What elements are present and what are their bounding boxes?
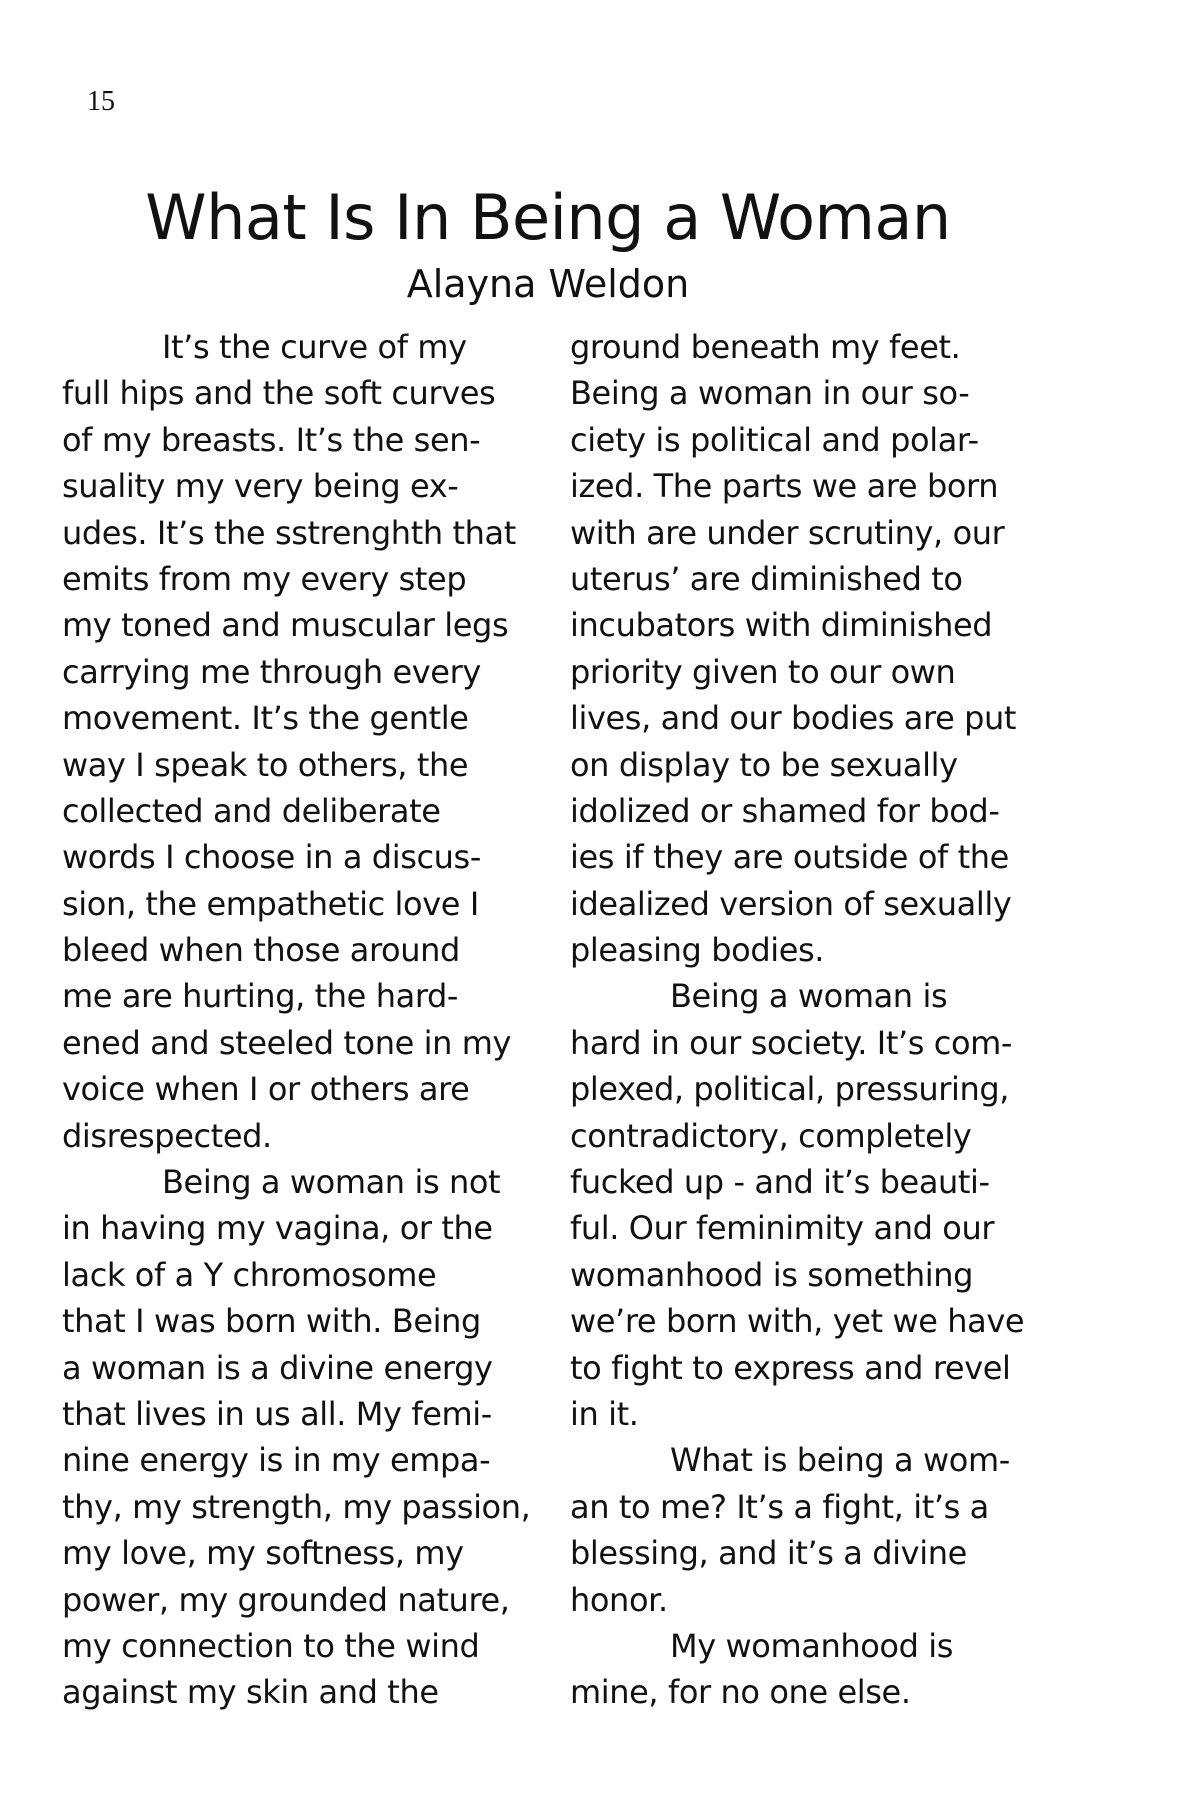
- text-line: suality my very being ex-: [62, 467, 459, 506]
- text-line: fucked up - and it’s beauti-: [570, 1163, 990, 1202]
- text-line: ground beneath my feet.: [570, 328, 961, 366]
- text-line: plexed, political, pressuring,: [570, 1070, 1010, 1109]
- text-line: bleed when those around: [62, 931, 460, 970]
- text-line: idolized or shamed for bod-: [570, 791, 1000, 830]
- text-line: words I choose in a discus-: [62, 838, 481, 877]
- page-number: 15: [87, 86, 115, 117]
- text-line: ies if they are outside of the: [570, 838, 1009, 877]
- text-line: Being a woman in our so-: [570, 374, 970, 413]
- text-line: in having my vagina, or the: [62, 1209, 493, 1248]
- text-line: ciety is political and polar-: [570, 420, 979, 459]
- text-line: full hips and the soft curves: [62, 374, 496, 413]
- poem-title: What Is In Being a Woman: [145, 181, 951, 254]
- text-line: My womanhood is: [670, 1626, 954, 1665]
- text-line: we’re born with, yet we have: [570, 1302, 1025, 1341]
- text-line: in it.: [570, 1394, 639, 1433]
- text-line: me are hurting, the hard-: [62, 977, 459, 1016]
- text-line: incubators with diminished: [570, 606, 993, 645]
- text-line: lives, and our bodies are put: [570, 699, 1017, 738]
- text-line: that I was born with. Being: [62, 1302, 481, 1341]
- text-line: my connection to the wind: [62, 1626, 480, 1665]
- text-line: movement. It’s the gentle: [62, 699, 469, 738]
- text-line: ened and steeled tone in my: [62, 1023, 512, 1062]
- text-line: on display to be sexually: [570, 745, 958, 784]
- text-line: ized. The parts we are born: [570, 467, 999, 506]
- text-line: womanhood is something: [570, 1255, 974, 1294]
- author-name: Alayna Weldon: [406, 262, 690, 306]
- text-line: priority given to our own: [570, 652, 956, 691]
- text-line: against my skin and the: [62, 1673, 439, 1712]
- text-line: mine, for no one else.: [570, 1673, 911, 1712]
- text-line: power, my grounded nature,: [62, 1580, 510, 1619]
- text-line: contradictory, completely: [570, 1116, 972, 1155]
- text-line: voice when I or others are: [62, 1070, 470, 1109]
- text-line: blessing, and it’s a divine: [570, 1534, 967, 1573]
- text-line: nine energy is in my empa-: [62, 1441, 491, 1480]
- text-line: ful. Our feminimity and our: [570, 1209, 995, 1248]
- text-column-left: [62, 324, 530, 1716]
- text-line: of my breasts. It’s the sen-: [62, 420, 481, 459]
- text-line: What is being a wom-: [670, 1441, 1010, 1480]
- text-line: thy, my strength, my passion,: [62, 1487, 531, 1526]
- text-line: honor.: [570, 1580, 668, 1619]
- text-line: that lives in us all. My femi-: [62, 1394, 492, 1433]
- text-line: a woman is a divine energy: [62, 1348, 493, 1387]
- text-line: pleasing bodies.: [570, 931, 825, 970]
- text-line: hard in our society. It’s com-: [570, 1023, 1013, 1062]
- text-line: to fight to express and revel: [570, 1348, 1011, 1387]
- text-line: sion, the empathetic love I: [62, 884, 479, 923]
- text-line: disrespected.: [62, 1116, 272, 1155]
- text-line: It’s the curve of my: [162, 328, 467, 366]
- text-line: my toned and muscular legs: [62, 606, 509, 645]
- text-line: an to me? It’s a fight, it’s a: [570, 1487, 989, 1526]
- text-line: lack of a Y chromosome: [62, 1255, 437, 1294]
- text-line: way I speak to others, the: [62, 745, 469, 784]
- text-line: with are under scrutiny, our: [570, 513, 1005, 552]
- text-line: collected and deliberate: [62, 791, 441, 830]
- text-line: emits from my every step: [62, 559, 467, 598]
- text-line: carrying me through every: [62, 652, 481, 691]
- text-line: Being a woman is not: [162, 1163, 501, 1202]
- text-line: idealized version of sexually: [570, 884, 1012, 923]
- text-line: Being a woman is: [670, 977, 948, 1016]
- text-line: uterus’ are diminished to: [570, 559, 963, 598]
- text-line: my love, my softness, my: [62, 1534, 464, 1573]
- text-line: udes. It’s the sstrenghth that: [62, 513, 516, 552]
- text-column-right: [570, 324, 1024, 1716]
